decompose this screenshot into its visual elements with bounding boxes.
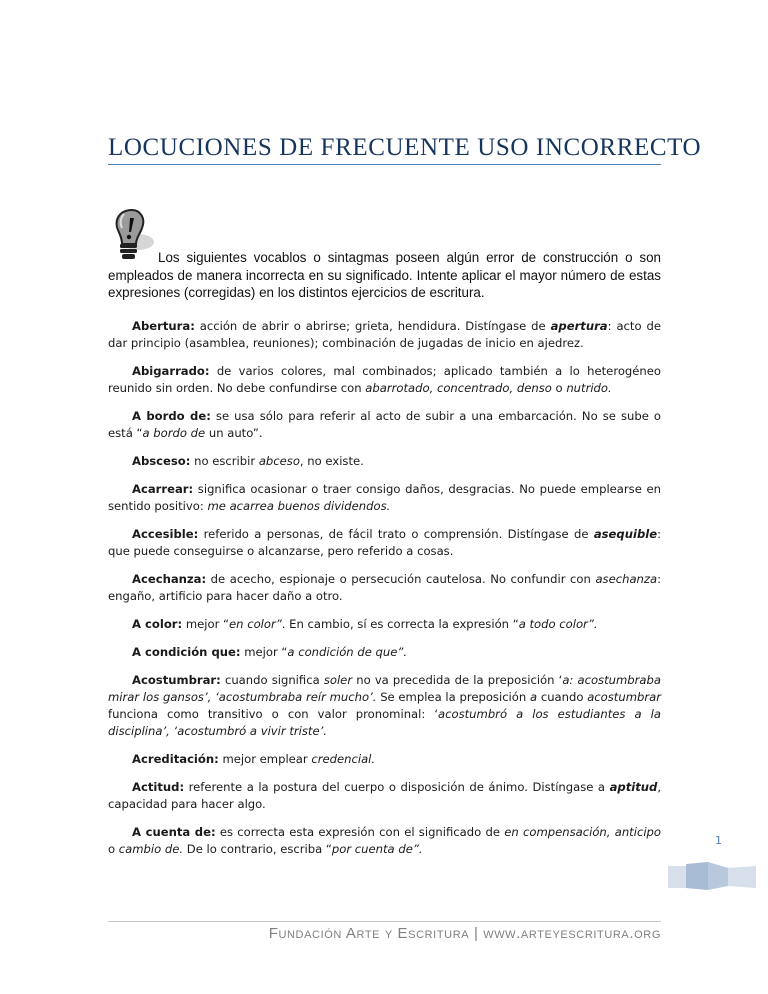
- glossary-entry: [108, 672, 661, 740]
- entry-text: soler: [323, 673, 353, 687]
- entry-text: de varios colores, mal combinados; aplicado también a lo heterogéneo reunido sin orden. No debe confundirse con: [108, 364, 661, 395]
- entry-text: credencial.: [311, 752, 376, 766]
- entry-text: cuando: [537, 690, 588, 704]
- entry-term: Accesible:: [132, 527, 199, 541]
- entry-term: A bordo de:: [132, 409, 211, 423]
- entry-text: , capacidad para hacer algo.: [108, 780, 661, 811]
- entry-text: aptitud: [609, 780, 658, 794]
- footer-divider: [108, 921, 661, 922]
- entry-text: nutrido.: [566, 381, 612, 395]
- entry-term: A color:: [132, 617, 183, 631]
- page-title: LOCUCIONES DE FRECUENTE USO INCORRECTO: [108, 134, 702, 161]
- entry-term: A cuenta de:: [132, 825, 216, 839]
- entry-text: es correcta esta expresión con el significado de: [215, 825, 505, 839]
- entry-text: no va precedida de la preposición ‘: [352, 673, 563, 687]
- glossary-entry: [108, 751, 661, 768]
- entry-text: o: [108, 842, 119, 856]
- entry-text: asequible: [593, 527, 658, 541]
- entry-text: no escribir: [190, 454, 259, 468]
- entry-text: . En cambio, sí es correcta la expresión “: [281, 617, 519, 631]
- title-divider: [108, 164, 661, 165]
- entry-text: : acto de dar principio (asamblea, reuniones); combinación de jugadas de inicio en ajedrez.: [108, 319, 661, 350]
- entry-text: abceso: [258, 454, 300, 468]
- entry-text: acostumbró a los estudiantes a la disciplina’, ‘acostumbró a vivir triste’.: [108, 707, 661, 738]
- entry-text: funciona como transitivo o con valor pronominal: ‘: [108, 707, 439, 721]
- glossary-entry: [108, 571, 661, 605]
- glossary-entry: [108, 616, 661, 633]
- glossary-entry: [108, 318, 661, 352]
- entry-text: a bordo de: [142, 426, 206, 440]
- entry-text: mejor emplear: [218, 752, 312, 766]
- entry-term: Acarrear:: [132, 482, 194, 496]
- entry-text: me acarrea buenos dividendos.: [207, 499, 391, 513]
- entry-text: o: [551, 381, 567, 395]
- entry-text: apertura: [550, 319, 608, 333]
- entry-term: Acreditación:: [132, 752, 219, 766]
- entry-text: a todo color”.: [518, 617, 598, 631]
- entry-term: A condición que:: [132, 645, 241, 659]
- entry-text: acción de abrir o abrirse; grieta, hendidura. Distíngase de: [194, 319, 551, 333]
- entry-text: asechanza: [595, 572, 658, 586]
- entry-text: por cuenta de”.: [331, 842, 423, 856]
- glossary-entry: [108, 363, 661, 397]
- footer-text: Fundación Arte y Escritura | www.arteyescritura.org: [268, 925, 661, 942]
- entry-term: Actitud:: [132, 780, 185, 794]
- entry-text: referente a la postura del cuerpo o disposición de ánimo. Distíngase a: [184, 780, 610, 794]
- entry-text: acostumbrar: [587, 690, 661, 704]
- entry-text: a: acostumbraba mirar los gansos’, ‘acostumbraba reír mucho’.: [108, 673, 661, 704]
- entry-text: en color”: [229, 617, 282, 631]
- entry-text: Se emplea la preposición: [376, 690, 530, 704]
- glossary-entry: [108, 644, 661, 661]
- entry-text: cambio de.: [118, 842, 184, 856]
- glossary-entry: [108, 526, 661, 560]
- entry-text: : que puede conseguirse o alcanzarse, pero referido a cosas.: [108, 527, 661, 558]
- intro-paragraph: [108, 249, 661, 302]
- entry-text: abarrotado, concentrado, denso: [365, 381, 552, 395]
- entry-term: Acostumbrar:: [132, 673, 221, 687]
- entry-text: De lo contrario, escriba “: [183, 842, 332, 856]
- glossary-entry: [108, 408, 661, 442]
- entry-text: referido a personas, de fácil trato o comprensión. Distíngase de: [198, 527, 594, 541]
- entry-text: cuando significa: [220, 673, 324, 687]
- glossary-entry: [108, 779, 661, 813]
- entry-text: a: [529, 690, 538, 704]
- intro-text: Los siguientes vocablos o sintagmas poseen algún error de construcción o son empleados de manera incorrecta en su significado. Intente aplicar el mayor número de estas expresiones (corregidas) en los distintos ejercicios de escritura.: [108, 250, 661, 300]
- glossary-entry: [108, 824, 661, 858]
- page-number: 1: [715, 834, 722, 847]
- entry-text: : engaño, artificio para hacer daño a otro.: [108, 572, 661, 603]
- entry-text: a condición de que”.: [287, 645, 408, 659]
- glossary-entries: [108, 318, 661, 869]
- entry-term: Abigarrado:: [132, 364, 210, 378]
- glossary-entry: [108, 453, 661, 470]
- entry-text: mejor “: [240, 645, 288, 659]
- entry-text: se usa sólo para referir al acto de subir a una embarcación. No se sube o está “: [108, 409, 661, 440]
- entry-text: un auto”.: [205, 426, 263, 440]
- entry-text: , no existe.: [299, 454, 364, 468]
- glossary-entry: [108, 481, 661, 515]
- page-tab-decoration: [668, 862, 756, 890]
- entry-term: Abertura:: [132, 319, 195, 333]
- entry-term: Acechanza:: [132, 572, 207, 586]
- entry-text: de acecho, espionaje o persecución cautelosa. No confundir con: [206, 572, 596, 586]
- entry-text: en compensación, anticipo: [504, 825, 661, 839]
- entry-term: Absceso:: [132, 454, 191, 468]
- entry-text: significa ocasionar o traer consigo daños, desgracias. No puede emplearse en sentido positivo:: [108, 482, 661, 513]
- entry-text: mejor “: [182, 617, 230, 631]
